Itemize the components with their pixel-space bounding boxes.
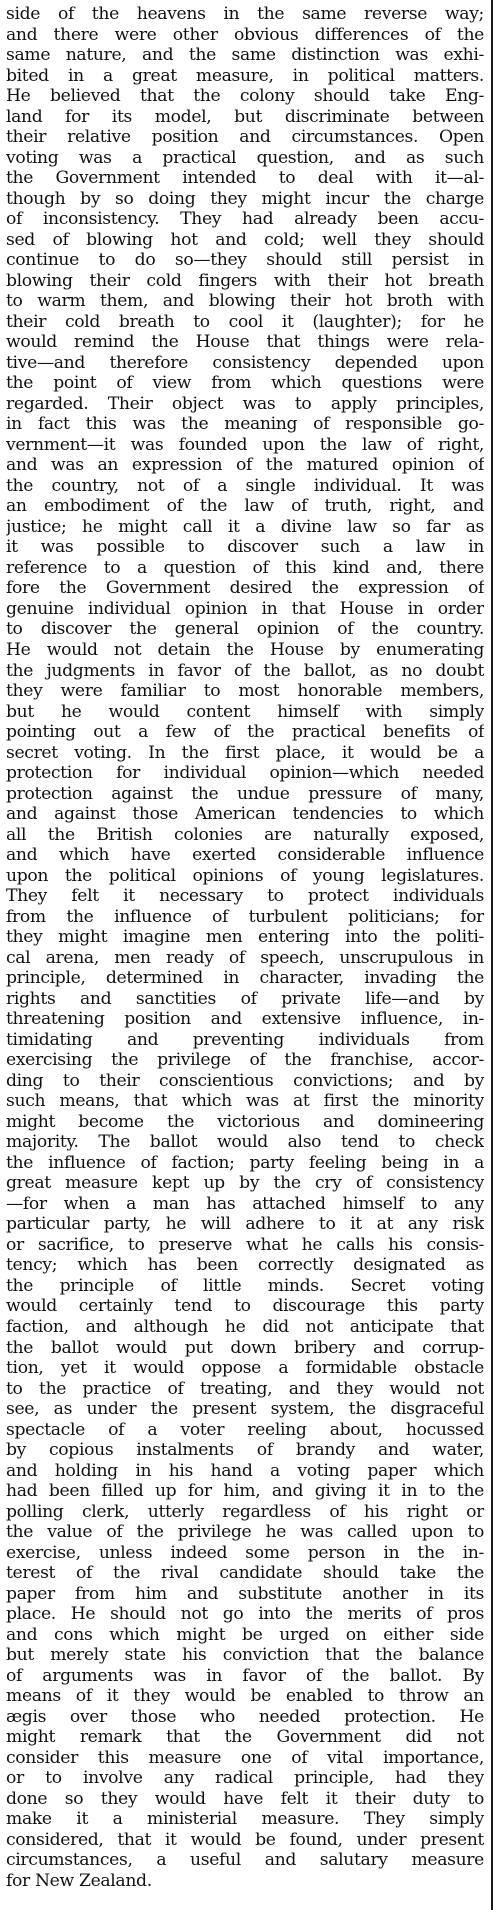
text-line: exercise, unless indeed some person in the in- (6, 1542, 484, 1563)
text-line: spectacle of a voter reeling about, hocussed (6, 1419, 484, 1440)
text-line: justice; he might call it a divine law so far as (6, 516, 484, 537)
text-line: genuine individual opinion in that House in order (6, 598, 484, 619)
text-line: an embodiment of the law of truth, right, and (6, 496, 484, 517)
text-line: or to involve any radical principle, had they (6, 1768, 484, 1789)
text-line: reference to a question of this kind and, there (6, 557, 484, 578)
text-line: circumstances, a useful and salutary measure (6, 1850, 484, 1871)
text-line: continue to do so—they should still persist in (6, 250, 484, 271)
text-line: such means, that which was at first the minority (6, 1091, 484, 1112)
text-line: voting was a practical question, and as such (6, 147, 484, 168)
text-line: they were familiar to most honorable members, (6, 681, 484, 702)
text-line: would certainly tend to discourage this party (6, 1296, 484, 1317)
text-line: the value of the privilege he was called upon to (6, 1522, 484, 1543)
text-line: or sacrifice, to preserve what he calls his consis- (6, 1234, 484, 1255)
text-line: from the influence of turbulent politicians; for (6, 906, 484, 927)
text-line: and was an expression of the matured opinion of (6, 455, 484, 476)
text-line: considered, that it would be found, under present (6, 1829, 484, 1850)
text-line: regarded. Their object was to apply principles, (6, 393, 484, 414)
text-line: in fact this was the meaning of responsible go- (6, 414, 484, 435)
text-line: the judgments in favor of the ballot, as no doubt (6, 660, 484, 681)
text-line: rights and sanctities of private life—and by (6, 988, 484, 1009)
text-line: place. He should not go into the merits of pros (6, 1604, 484, 1625)
text-line: paper from him and substitute another in its (6, 1583, 484, 1604)
text-line: side of the heavens in the same reverse way; (6, 4, 484, 24)
column-rule (491, 0, 493, 1910)
text-line: pointing out a few of the practical benefits of (6, 722, 484, 743)
text-line: They felt it necessary to protect individuals (6, 886, 484, 907)
text-line: done so they would have felt it their duty to (6, 1788, 484, 1809)
text-line: might remark that the Government did not (6, 1727, 484, 1748)
text-line: secret voting. In the first place, it would be a (6, 742, 484, 763)
text-line: all the British colonies are naturally exposed, (6, 824, 484, 845)
text-line: they might imagine men entering into the politi- (6, 927, 484, 948)
text-line: but he would content himself with simply (6, 701, 484, 722)
text-line: upon the political opinions of young legislatures. (6, 865, 484, 886)
text-line: and cons which might be urged on either side (6, 1624, 484, 1645)
text-line: make it a ministerial measure. They simply (6, 1809, 484, 1830)
text-line: polling clerk, utterly regardless of his right or (6, 1501, 484, 1522)
text-line: the Government intended to deal with it—al- (6, 168, 484, 189)
text-line: to discover the general opinion of the country. (6, 619, 484, 640)
text-line: the principle of little minds. Secret voting (6, 1275, 484, 1296)
text-line: protection for individual opinion—which needed (6, 763, 484, 784)
text-line: tency; which has been correctly designated as (6, 1255, 484, 1276)
text-line: would remind the House that things were rela- (6, 332, 484, 353)
text-line: their cold breath to cool it (laughter); for he (6, 311, 484, 332)
text-line: majority. The ballot would also tend to check (6, 1132, 484, 1153)
text-line: same nature, and the same distinction was exhi- (6, 45, 484, 66)
text-line: and against those American tendencies to which (6, 804, 484, 825)
text-line: see, as under the present system, the disgraceful (6, 1399, 484, 1420)
text-line: He would not detain the House by enumerating (6, 639, 484, 660)
text-line: and there were other obvious differences of the (6, 24, 484, 45)
text-line: and holding in his hand a voting paper which (6, 1460, 484, 1481)
text-line: it was possible to discover such a law in (6, 537, 484, 558)
text-line: principle, determined in character, invading the (6, 968, 484, 989)
article-text-column (6, 4, 484, 1891)
newspaper-column-page (6, 0, 494, 1910)
text-line: threatening position and extensive influence, in- (6, 1009, 484, 1030)
text-line: timidating and preventing individuals from (6, 1029, 484, 1050)
text-line: protection against the undue pressure of many, (6, 783, 484, 804)
text-line: by copious instalments of brandy and water, (6, 1440, 484, 1461)
text-line: great measure kept up by the cry of consistency (6, 1173, 484, 1194)
text-line: but merely state his conviction that the balance (6, 1645, 484, 1666)
text-line: though by so doing they might incur the charge (6, 188, 484, 209)
text-line: the country, not of a single individual. It was (6, 475, 484, 496)
text-line: land for its model, but discriminate between (6, 106, 484, 127)
text-line: He believed that the colony should take Eng- (6, 86, 484, 107)
text-line: the ballot would put down bribery and corrup- (6, 1337, 484, 1358)
text-line: means of it they would be enabled to throw an (6, 1686, 484, 1707)
text-line: bited in a great measure, in political matters. (6, 65, 484, 86)
text-line: terest of the rival candidate should take the (6, 1563, 484, 1584)
text-line: blowing their cold fingers with their hot breath (6, 270, 484, 291)
text-line: might become the victorious and domineering (6, 1111, 484, 1132)
text-line: had been filled up for him, and giving it in to the (6, 1481, 484, 1502)
text-line: tive—and therefore consistency depended upon (6, 352, 484, 373)
text-line: exercising the privilege of the franchise, accor- (6, 1050, 484, 1071)
text-line: cal arena, men ready of speech, unscrupulous in (6, 947, 484, 968)
text-line: sed of blowing hot and cold; well they should (6, 229, 484, 250)
text-line: fore the Government desired the expression of (6, 578, 484, 599)
text-line: faction, and although he did not anticipate that (6, 1317, 484, 1337)
text-line: to warm them, and blowing their hot broth with (6, 291, 484, 312)
text-line: particular party, he will adhere to it at any risk (6, 1214, 484, 1235)
text-line: of arguments was in favor of the ballot. By (6, 1665, 484, 1686)
text-line: vernment—it was founded upon the law of right, (6, 434, 484, 455)
text-line: their relative position and circumstances. Open (6, 127, 484, 148)
text-line: for New Zealand. (6, 1870, 152, 1891)
text-line: ding to their conscientious convictions; and by (6, 1070, 484, 1091)
text-line: of inconsistency. They had already been accu- (6, 209, 484, 230)
text-line: and which have exerted considerable influence (6, 845, 484, 866)
text-line: the influence of faction; party feeling being in a (6, 1152, 484, 1173)
text-line: consider this measure one of vital importance, (6, 1747, 484, 1768)
text-line: tion, yet it would oppose a formidable obstacle (6, 1358, 484, 1379)
text-line: to the practice of treating, and they would not (6, 1378, 484, 1399)
text-line: the point of view from which questions were (6, 373, 484, 394)
text-line: —for when a man has attached himself to any (6, 1193, 484, 1214)
text-line: ægis over those who needed protection. He (6, 1706, 484, 1727)
